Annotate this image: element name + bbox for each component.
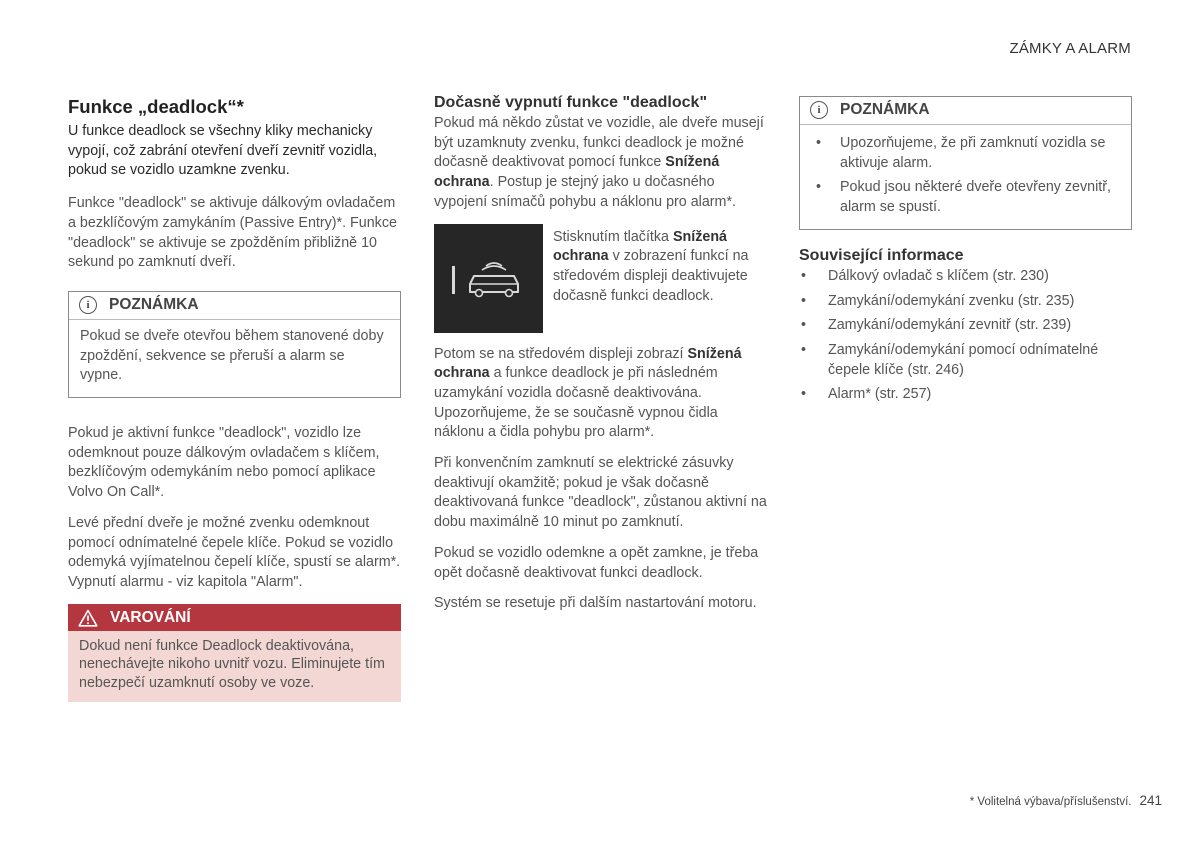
warning-text: Dokud není funkce Deadlock deaktivována, nenechávejte nikoho uvnitř vozu. Eliminujete tím nebezpečí uzamknutí osoby ve voze. — [79, 637, 385, 691]
temporary-disable-para-1: Pokud má někdo zůstat ve vozidle, ale dveře musejí být uzamknuty zvenku, funkci deadlock je možné dočasně deaktivovat pomocí funkce Snížená ochrana. Postup je stejný jako u dočasného vypojení snímačů pohybu a náklonu pro alarm*. — [434, 115, 764, 210]
note-heading: POZNÁMKA — [109, 295, 199, 313]
reduced-guard-label: Snížená ochrana — [434, 345, 742, 382]
deadlock-para-2: Pokud je aktivní funkce "deadlock", vozidlo lze odemknout pouze dálkovým ovladačem s klíčem, bezklíčovým odemykáním nebo pomocí aplikace Volvo On Call*. — [68, 425, 380, 501]
deadlock-para-3: Levé přední dveře je možné zvenku odemknout pomocí odnímatelné čepele klíče. Pokud se vozidlo odemyká vyjímatelnou čepelí klíče, spustí se alarm*. Vypnutí alarmu - viz kapitola "Alarm". — [68, 514, 401, 590]
section-header: ZÁMKY A ALARM — [1009, 40, 1131, 57]
warning-triangle-icon — [78, 609, 98, 627]
temporary-disable-heading: Dočasně vypnutí funkce "deadlock" — [434, 94, 708, 111]
warning-heading: VAROVÁNÍ — [110, 608, 191, 626]
related-info-heading: Související informace — [799, 246, 964, 264]
note-box — [68, 291, 401, 398]
footnote: * Volitelná výbava/příslušenství. — [969, 796, 1132, 808]
info-icon: i — [79, 296, 97, 314]
reduced-guard-label: Snížená ochrana — [553, 228, 728, 265]
note-header — [800, 97, 1131, 125]
temporary-disable-para-2: Potom se na středovém displeji zobrazí Snížená ochrana a funkce deadlock je při následném uzamykání vozidla dočasně deaktivována. Upozorňujeme, že se současně vypnou čidla náklonu a čidla pohybu pro alarm*. — [434, 345, 742, 441]
related-link-lock-outside[interactable]: • Zamykání/odemykání zvenku (str. 235) — [799, 292, 1132, 312]
temporary-disable-para-4: Pokud se vozidlo odemkne a opět zamkne, je třeba opět dočasně deaktivovat funkci deadlock. — [434, 544, 759, 581]
info-icon: i — [810, 101, 828, 119]
column-notes — [799, 94, 1132, 410]
note-body — [800, 125, 1131, 229]
related-link-remote-key[interactable]: • Dálkový ovladač s klíčem (str. 230) — [799, 267, 1132, 287]
warning-header — [68, 604, 401, 631]
note-box-alarm — [799, 96, 1132, 230]
related-link-key-blade[interactable]: • Zamykání/odemykání pomocí odnímatelné čepele klíče (str. 246) — [799, 341, 1132, 380]
reduced-guard-button-image — [434, 224, 543, 333]
warning-box — [68, 604, 401, 703]
deadlock-para-1: Funkce "deadlock" se aktivuje dálkovým ovladačem a bezklíčovým zamykáním (Passive Entry)*. Funkce "deadlock" se aktivuje se zpožděním přibližně 10 sekund po zamknutí dveří. — [68, 195, 397, 271]
button-illustration-row — [434, 224, 767, 333]
page-footer — [970, 793, 1162, 808]
note-text: Pokud se dveře otevřou během stanovené doby zpoždění, sekvence se přeruší a alarm se vypne. — [80, 327, 384, 384]
note-heading: POZNÁMKA — [840, 101, 930, 118]
note-list — [811, 134, 1121, 218]
page-number: 241 — [1139, 793, 1162, 808]
list-item: • Upozorňujeme, že při zamknutí vozidla se aktivuje alarm. — [811, 134, 1121, 173]
column-deadlock — [68, 94, 401, 702]
button-caption — [553, 224, 767, 333]
note-body — [69, 320, 400, 397]
reduced-guard-label: Snížená ochrana — [434, 154, 720, 191]
related-link-lock-inside[interactable]: • Zamykání/odemykání zevnitř (str. 239) — [799, 316, 1132, 336]
deadlock-title: Funkce „deadlock“* — [68, 96, 244, 117]
car-sensor-icon — [434, 224, 543, 333]
warning-body — [68, 631, 401, 703]
deadlock-intro: U funkce deadlock se všechny kliky mechanicky vypojí, což zabrání otevření dveří zevnitř vozidla, pokud se vozidlo uzamkne zvenku. — [68, 123, 378, 179]
temporary-disable-para-3: Při konvenčním zamknutí se elektrické zásuvky deaktivují okamžitě; pokud je však dočasně deaktivovaná funkce "deadlock", zůstanou aktivní na dobu maximálně 10 minut po zamknutí. — [434, 455, 767, 531]
related-link-alarm[interactable]: • Alarm* (str. 257) — [799, 385, 1132, 405]
temporary-disable-para-5: Systém se resetuje při dalším nastartování motoru. — [434, 595, 757, 612]
note-header — [69, 292, 400, 320]
list-item: • Pokud jsou některé dveře otevřeny zevnitř, alarm se spustí. — [811, 178, 1121, 217]
related-info-list — [799, 267, 1132, 405]
button-caption-text: Stisknutím tlačítka Snížená ochrana v zobrazení funkcí na středovém displeji deaktivujete dočasně funkci deadlock. — [553, 228, 749, 304]
column-temporary-disable — [434, 94, 767, 625]
